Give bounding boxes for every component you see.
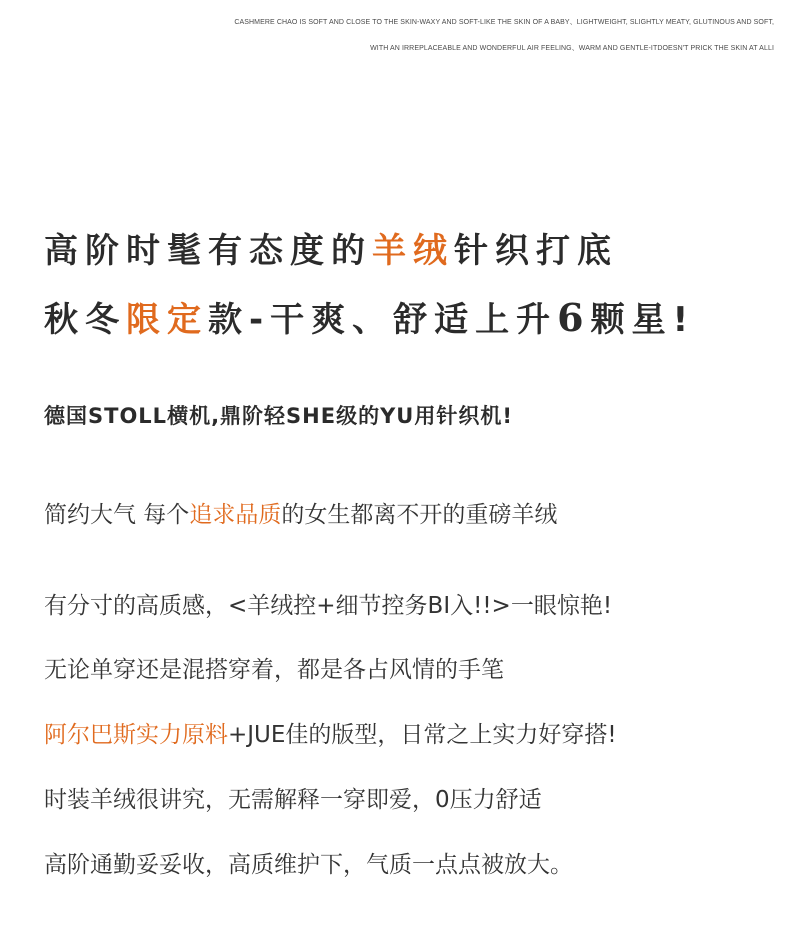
headline-line-1 xyxy=(44,223,618,272)
body-4-text: +JUE佳的版型，日常之上实力好穿搭! xyxy=(228,722,617,748)
subheading: 德国STOLL横机,鼎阶轻SHE级的YU用针织机! xyxy=(44,404,513,428)
headline-line-2 xyxy=(44,292,695,341)
headline-2-number: 6 xyxy=(557,295,591,340)
headline-1-accent: 羊绒 xyxy=(372,231,454,271)
headline-2-text: 秋冬 xyxy=(44,300,126,340)
body-line-6: 高阶通勤妥妥收，高质维护下，气质一点点被放大。 xyxy=(44,852,573,878)
headline-2-accent: 限定 xyxy=(126,300,208,340)
body-1-text-end: 的女生都离不开的重磅羊绒 xyxy=(281,502,558,528)
body-line-4 xyxy=(44,716,617,749)
headline-1-text: 高阶时髦有态度的 xyxy=(44,231,372,271)
body-1-text: 简约大气 每个 xyxy=(44,502,190,528)
body-1-accent: 追求品质 xyxy=(189,502,282,528)
headline-2-text-end: 颗星! xyxy=(590,300,696,340)
body-line-1 xyxy=(44,496,557,529)
headline-1-text-end: 针织打底 xyxy=(454,231,618,271)
headline-2-text-mid: 款-干爽、舒适上升 xyxy=(208,300,558,340)
english-tagline-line-1: CASHMERE CHAO IS SOFT AND CLOSE TO THE SKIN-WAXY AND SOFT-LIKE THE SKIN OF A BABY、LIGHTWEIGHT, SLIGHTLY MEATY, GLUTINOUS AND SOFT, xyxy=(234,19,774,26)
body-line-5: 时装羊绒很讲究，无需解释一穿即爱，0压力舒适 xyxy=(44,787,542,813)
english-tagline-line-2: WITH AN IRREPLACEABLE AND WONDERFUL AIR FEELING、WARM AND GENTLE-ITDOESN'T PRICK THE SKIN AT ALLI xyxy=(370,45,774,52)
body-4-accent: 阿尔巴斯实力原料 xyxy=(44,722,228,748)
body-line-3: 无论单穿还是混搭穿着，都是各占风情的手笔 xyxy=(44,657,504,683)
body-line-2: 有分寸的高质感，<羊绒控+细节控务BI入!!>一眼惊艳! xyxy=(44,593,613,619)
